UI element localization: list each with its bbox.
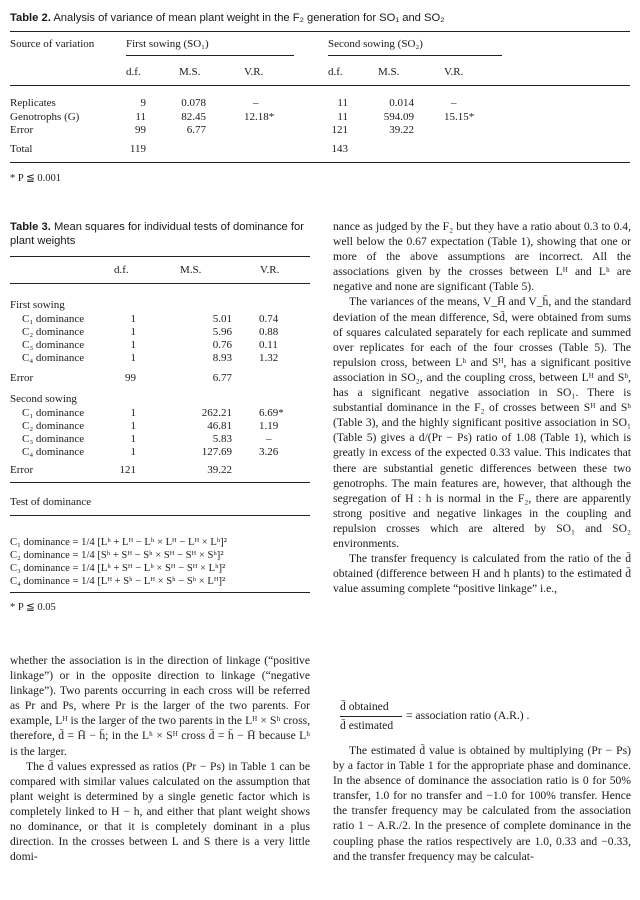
table3-row-ms: 262.21 [201,407,232,419]
table2-row-source: Total [10,143,33,155]
table3-row-vr: 1.19 [259,420,279,432]
table2-sub-ms-first: M.S. [179,66,201,78]
table2-row-vr2: – [451,97,457,109]
table2-caption [10,11,630,25]
table2-row-df1: 9 [140,97,146,109]
table3-row-vr: 3.26 [259,446,279,458]
table3-test-rule [10,515,310,516]
body-paragraph: whether the association is in the direction of linkage (“positive linkage”) or in the opposite direction to linkage (“negative linkage”). Two parents occurring in each cross will be referred as Pr and Ps, where Pr is the larger of the two parents. For example, Lᴴ is the larger of the two parents in the Lᴴ × Sʰ cross, therefore, d̄ = H̄ − h̄; in the Lʰ × Sᴴ cross d̄ = h̄ − H̄ because Lʰ is the larger. [10,654,310,758]
table3-row-label: C₂ dominance [22,420,85,432]
table3-row-vr: 1.32 [259,352,279,364]
dominance-formula: C₁ dominance = 1/4 [Lʰ + Lᴴ − Lʰ × Lᴴ − Lᴴ × Lʰ]² [10,537,227,548]
equation-numerator: d̄ obtained [340,700,389,713]
table3-row-df: 1 [130,339,136,351]
table2-row-df2: 11 [337,97,348,109]
association-ratio-equation [340,700,630,740]
table3-top-rule [10,256,310,257]
table3-test-heading: Test of dominance [10,496,92,508]
table2-bottom-rule [10,162,630,163]
table3-row-df: 1 [130,433,136,445]
right-column-body-continued [333,743,631,864]
table2-row-df1: 99 [135,124,146,136]
table3-row-ms: 5.01 [212,313,232,325]
table3-row-ms: 8.93 [212,352,232,364]
table3-first-heading: First sowing [10,299,65,311]
table3-row-label: C₂ dominance [22,326,85,338]
table3-error-ms: 6.77 [212,372,232,384]
table3-head-ms: M.S. [180,264,202,276]
table2-sub-ms-second: M.S. [378,66,400,78]
table3-caption [10,220,310,248]
table3-head-vr: V.R. [260,264,280,276]
table2-top-rule [10,31,630,32]
table3-row-df: 1 [130,313,136,325]
table2-caption-text: Analysis of variance of mean plant weight in the F₂ generation for SO₁ and SO₂ [53,12,445,24]
table2-row-df1: 11 [135,111,146,123]
table2-sub-vr-first: V.R. [244,66,264,78]
table3-head-df: d.f. [114,264,129,276]
table3-row-df: 1 [130,420,136,432]
table3-row-label: C₄ dominance [22,352,85,364]
table3-row-label: C₁ dominance [22,313,85,325]
table3-row-vr: – [266,433,272,445]
table2-row-vr2: 15.15* [444,111,475,123]
table3-error-df: 99 [125,372,136,384]
table2-caption-label: Table 2. [10,12,51,24]
table3-row-ms: 46.81 [207,420,232,432]
table3-row-df: 1 [130,352,136,364]
table3-second-heading: Second sowing [10,393,77,405]
table3-error-df: 121 [119,464,136,476]
table3-error-label: Error [10,372,34,384]
table3-error-label: Error [10,464,34,476]
table2-sub-vr-second: V.R. [444,66,464,78]
body-paragraph: The estimated d̄ value is obtained by multiplying (Pr − Ps) by a factor in Table 1 for the appropriate phase and dominance. In the absence of dominance the association ratio is 0 for 50% transfer, 1.0 for no transfer and −1.0 for 100% transfer. Hence the transfer frequency may be calculated from the association ratio 1 − A.R./2. In the presence of complete dominance in the coupling phase the ratios respectively are 1.0, 0.33 and −0.33, and the transfer frequency may be calculat- [333,744,631,863]
table2-row-ms2: 0.014 [389,97,414,109]
table3-row-ms: 127.69 [201,446,232,458]
table3-row-vr: 0.11 [259,339,278,351]
table3-row-ms: 5.96 [212,326,232,338]
table2-row-df2: 121 [331,124,348,136]
table2-row-source: Genotrophs (G) [10,111,80,123]
table2-row-ms1: 0.078 [181,97,206,109]
dominance-formula: C₄ dominance = 1/4 [Lᴴ + Sʰ − Lᴴ × Sʰ − Sʰ × Lᴴ]² [10,576,226,587]
table3-mid-rule [10,482,310,483]
body-paragraph: The d̄ values expressed as ratios (Pr − Ps) in Table 1 can be compared with similar values calculated on the assumption that plant weight is determined by a single genetic factor which is completely linked to H − h, and either that plant weight shows no dominance, or that it is completely dominant in a plus direction. In the crosses between L and S there is a very little domi- [10,759,310,864]
equation-denominator: d̄ estimated [340,719,394,732]
table2-row-df1: 119 [129,143,146,155]
table2-row-ms1: 6.77 [186,124,206,136]
table3-row-label: C₃ dominance [22,339,85,351]
table2-row-df2: 11 [337,111,348,123]
table2-head-first: First sowing (SO₁) [126,38,209,50]
table3-row-df: 1 [130,326,136,338]
table2-row-vr1: – [253,97,259,109]
table2-row-source: Replicates [10,97,56,109]
table3-row-label: C₁ dominance [22,407,85,419]
table3-caption-text: Mean squares for individual tests of dominance for plant weights [10,221,304,247]
table3-footnote: * P ≦ 0.05 [10,602,56,613]
equation-fraction-bar [340,716,402,717]
table3-row-ms: 5.83 [212,433,232,445]
body-paragraph: The variances of the means, V_H̄ and V_h̄, and the standard deviation of the mean difference, Sd̄, were obtained from sums of squares calculated separately for each replicate and summed over replicates for each of the four crosses (Table 5). The repulsion cross, between Lʰ and Sᴴ, has a significant positive association in SO₂, and the coupling cross, between Lᴴ and Sʰ, has a significant negative association in SO₁. There is substantial dominance in the F₂ of crosses between Sᴴ and Sʰ (Table 3), and the highly significant positive association in SO₁ (Table 5) gives a d/(Pr − Ps) ratio of 1.08 (Table 1), which is greatly in excess of the expected 0.33 value. This indicates that there are substantial genetic differences between these two genotrophs. The main features are, however, that although the segregation of H : h is normal in the F₂, there are apparently strong positive and negative linkages in the coupling and repulsion crosses which are altered by SO₁ and SO₂ environments. [333,295,631,550]
table3-row-df: 1 [130,446,136,458]
table2-head-rule [10,85,630,86]
table3-head-rule [10,283,310,284]
table2-head-source: Source of variation [10,38,95,50]
table2-row-ms2: 594.09 [383,111,414,123]
table3-row-label: C₃ dominance [22,433,85,445]
table3-bottom-rule [10,592,310,593]
table2-row-source: Error [10,124,34,136]
equation-rhs: = association ratio (A.R.) . [406,709,530,722]
table3-row-vr: 0.88 [259,326,279,338]
body-paragraph: nance as judged by the F₂ but they have a ratio about 0.3 to 0.4, well below the 0.67 expectation (Table 1), showing that one or more of the above assumptions are incorrect. All the associations given by the crosses between Lᴴ and Lʰ are negative and none are significant (Table 5). [333,220,631,294]
table2-row-ms1: 82.45 [181,111,206,123]
table2-head-second: Second sowing (SO₂) [328,38,423,50]
table3-error-ms: 39.22 [207,464,232,476]
table3-row-df: 1 [130,407,136,419]
table2-second-span-rule [328,55,502,56]
right-column-body [333,219,631,596]
table3-caption-label: Table 3. [10,221,51,233]
table2-row-vr1: 12.18* [244,111,275,123]
table2-row-ms2: 39.22 [389,124,414,136]
dominance-formula: C₃ dominance = 1/4 [Lʰ + Sᴴ − Lʰ × Sᴴ − Sᴴ × Lʰ]² [10,563,226,574]
body-paragraph: The transfer frequency is calculated from the ratio of the d̄ obtained (difference between H and h plants) to the estimated d̄ value assuming complete “positive linkage” i.e., [333,552,631,596]
table2-row-df2: 143 [331,143,348,155]
table3-row-label: C₄ dominance [22,446,85,458]
table2-sub-df-second: d.f. [328,66,343,78]
table3-row-vr: 6.69* [259,407,284,419]
table3-row-ms: 0.76 [212,339,232,351]
table2-footnote: * P ≦ 0.001 [10,173,61,184]
dominance-formula: C₂ dominance = 1/4 [Sʰ + Sᴴ − Sʰ × Sᴴ − Sᴴ × Sʰ]² [10,550,224,561]
table2-sub-df-first: d.f. [126,66,141,78]
left-column-body [10,653,310,864]
table2-first-span-rule [126,55,294,56]
table3-row-vr: 0.74 [259,313,279,325]
